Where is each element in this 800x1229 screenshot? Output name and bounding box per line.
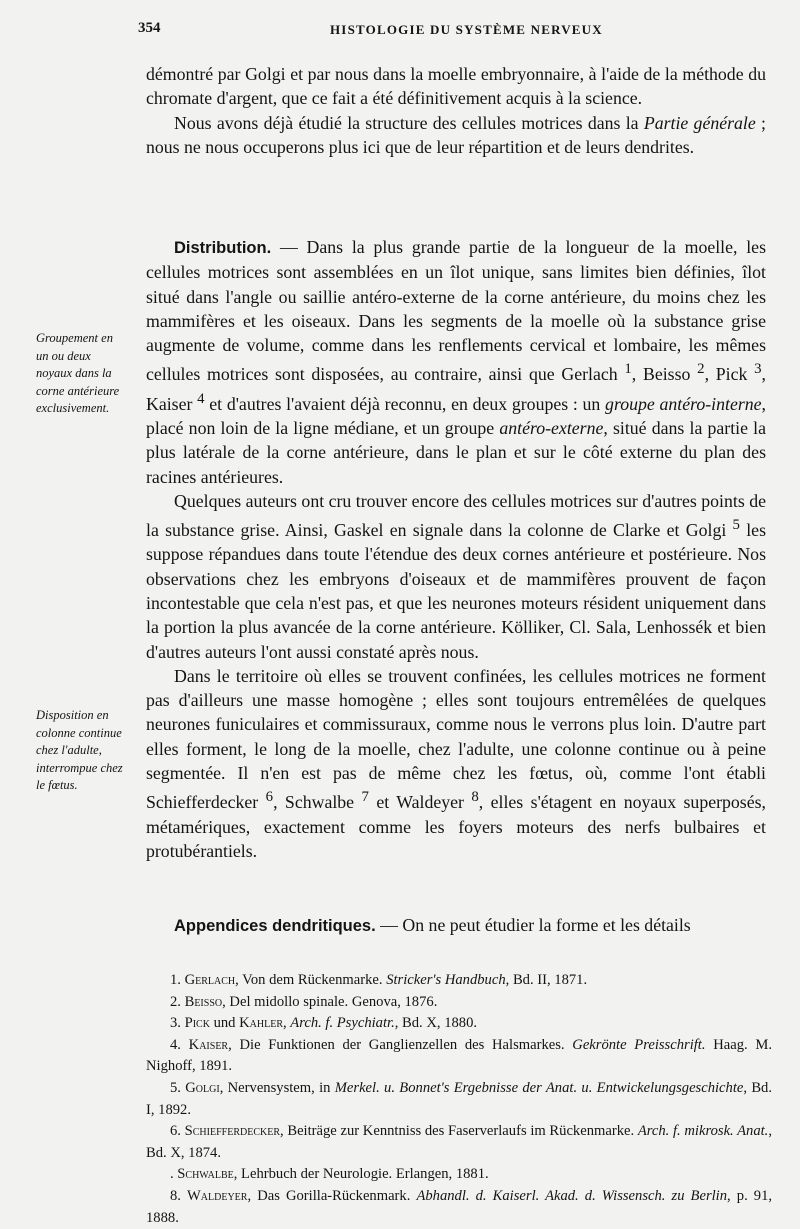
ref-3: 3 <box>754 361 762 378</box>
paragraph-distribution: Distribution. — Dans la plus grande partie de la longueur de la moelle, les cellules motrices sont assemblées en un îlot unique, sans limites bien définies, îlot situé dans l'angle ou saillie antéro-externe de la corne antérieure, du moins chez les mammifères et les oiseaux. Dans les segments de la moelle où la substance grise augmente de volume, comme dans les renflements cervical et lombaire, les mêmes cellules motrices sont disposées, au contraire, ainsi que Gerlach $^1$, Beisso $^2$, Pick $^3$, Kaiser $^4$ et d'autres l'avaient déjà reconnu, en deux groupes : un groupe antéro-interne, placé non loin de la ligne médiane, et un groupe antéro-externe, situé dans la partie la plus latérale de la corne antérieure, dans le plan et sur le côté externe du plan des racines antérieures. <box>146 237 766 487</box>
footnote-8: 8. Waldeyer, Das Gorilla-Rückenmark. Abhandl. d. Kaiserl. Akad. d. Wissensch. zu Berlin, p. 91, 1888. <box>146 1187 773 1226</box>
ref-4: 4 <box>197 390 205 407</box>
running-title: HISTOLOGIE DU SYSTÈME NERVEUX <box>330 22 603 37</box>
ref-7: 7 <box>361 789 369 806</box>
ref-1: 1 <box>624 361 632 378</box>
body-text-bottom <box>146 913 766 938</box>
distribution-heading: Distribution. <box>174 239 272 257</box>
footnote-7: . Schwalbe, Lehrbuch der Neurologie. Erlangen, 1881. <box>170 1166 489 1183</box>
paragraph-appendices: Appendices dendritiques. — On ne peut étudier la forme et les détails <box>174 915 691 935</box>
paragraph-5: Dans le territoire où elles se trouvent confinées, les cellules motrices ne forment pas d'ailleurs une masse homogène ; elles sont toujours entremêlées de quelques neurones funiculaires et commissuraux, comme nous le verrons plus loin. D'autre part elles forment, le long de la moelle, chez l'adulte, une colonne continue ou à peine segmentée. Il n'en est pas de même chez les fœtus, où, comme l'ont établi Schiefferdecker $^6$, Schwalbe $^7$ et Waldeyer $^8$, elles s'étagent en noyaux superposés, métamériques, exactement comme les foyers moteurs des nerfs bulbaires et protubérantiels. <box>146 665 766 861</box>
footnote-6: 6. Schiefferdecker, Beiträge zur Kenntniss des Faserverlaufs im Rückenmarke. Arch. f. mikrosk. Anat., Bd. X, 1874. <box>146 1123 772 1161</box>
appendices-heading: Appendices dendritiques. <box>174 917 376 935</box>
margin-note-disposition: Disposition en colonne continue chez l'adulte, interrompue chez le fœtus. <box>36 708 123 793</box>
ref-6: 6 <box>265 789 274 806</box>
footnote-3: 3. Pick und Kahler, Arch. f. Psychiatr., Bd. X, 1880. <box>170 1015 478 1032</box>
footnote-2: 2. Beisso, Del midollo spinale. Genova, 1876. <box>170 993 438 1010</box>
footnotes <box>146 970 772 1229</box>
footnote-5: 5. Golgi, Nervensystem, in Merkel. u. Bonnet's Ergebnisse der Anat. u. Entwickelungsgeschichte, Bd. I, 1892. <box>146 1079 772 1118</box>
footnote-1: 1. Gerlach, Von dem Rückenmarke. Stricker's Handbuch, Bd. II, 1871. <box>170 972 588 988</box>
body-text-top <box>146 62 766 159</box>
margin-note-groupement: Groupement en un ou deux noyaux dans la corne antérieure exclusivement. <box>36 331 120 416</box>
page-number: 354 <box>138 20 161 36</box>
ref-5: 5 <box>732 517 740 534</box>
ref-2: 2 <box>697 361 705 378</box>
paragraph-2: Nous avons déjà étudié la structure des cellules motrices dans la Partie générale ; nous ne nous occuperons plus ici que de leur répartition et de leurs dendrites. <box>146 112 766 157</box>
paragraph-4: Quelques auteurs ont cru trouver encore des cellules motrices sur d'autres points de la substance grise. Ainsi, Gaskel en signale dans la colonne de Clarke et Golgi $^5$ les suppose répandues dans toute l'étendue des deux cornes antérieure et postérieure. Nos observations chez les embryons d'oiseaux et de mammifères prouvent de façon incontestable que cela n'est pas, et que les neurones moteurs résident uniquement dans la portion la plus avancée de la corne antérieure. Kölliker, Cl. Sala, Lenhossék et bien d'autres auteurs l'ont aussi constaté après nous. <box>146 490 766 662</box>
body-text-main <box>146 235 766 863</box>
ref-8: 8 <box>471 789 479 806</box>
footnote-4: 4. Kaiser, Die Funktionen der Ganglienzellen des Halsmarkes. Gekrönte Preisschrift. Haag. M. Nighoff, 1891. <box>146 1036 773 1075</box>
paragraph-1: démontré par Golgi et par nous dans la moelle embryonnaire, à l'aide de la méthode du chromate d'argent, que ce fait a été définitivement acquis à la science. <box>146 64 766 109</box>
